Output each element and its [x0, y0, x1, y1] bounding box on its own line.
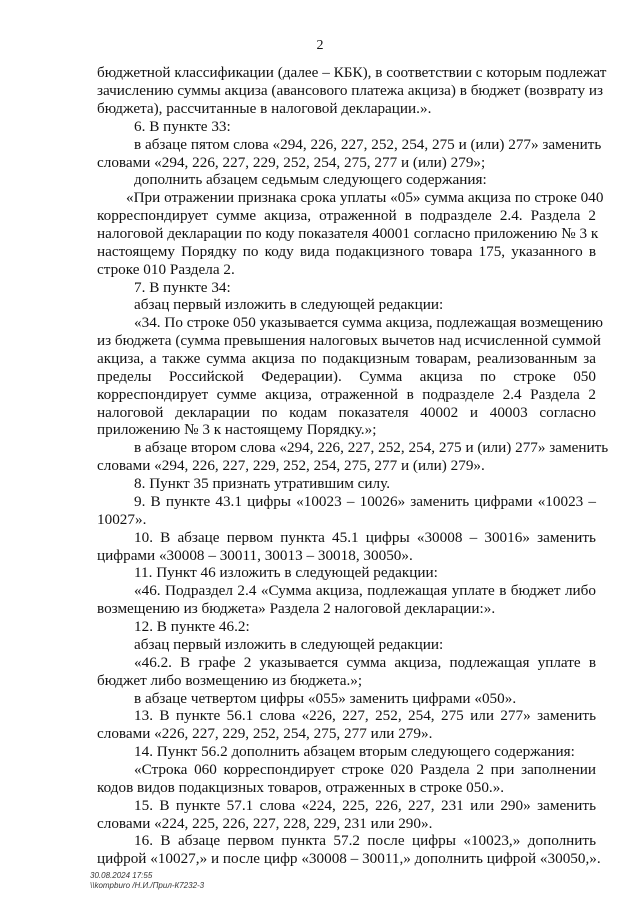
text-line: 10. В абзаце первом пункта 45.1 цифры «30008 – 30016» заменить	[134, 529, 596, 546]
text-line: абзац первый изложить в следующей редакции:	[134, 296, 444, 313]
text-line: 14. Пункт 56.2 дополнить абзацем вторым следующего содержания:	[134, 743, 575, 760]
text-line: налоговой декларации по кодам показателя 40002 и 40003 согласно	[97, 404, 596, 421]
text-line: словами «226, 227, 229, 252, 254, 275, 277 или 279».	[97, 725, 433, 742]
text-line: 9. В пункте 43.1 цифры «10023 – 10026» заменить цифрами «10023 –	[134, 493, 596, 510]
text-line: корреспондирует сумме акциза, отраженной в подразделе 2.4. Раздела 2	[97, 207, 596, 224]
text-line: из бюджета (сумма превышения налоговых вычетов над исчисленной суммой	[97, 332, 601, 349]
text-line: абзац первый изложить в следующей редакции:	[134, 636, 444, 653]
text-line: «46.2. В графе 2 указывается сумма акциза, подлежащая уплате в	[134, 654, 596, 671]
text-line: в абзаце втором слова «294, 226, 227, 252, 254, 275 и (или) 277» заменить	[134, 439, 609, 456]
text-line: словами «294, 226, 227, 229, 252, 254, 275, 277 и (или) 279»;	[97, 154, 486, 171]
text-line: дополнить абзацем седьмым следующего содержания:	[134, 171, 487, 188]
footer-doc-ref: \\kompburo /Н.И./Прил-К7232-3	[90, 881, 205, 890]
text-line: бюджета), рассчитанные в налоговой декларации.».	[97, 100, 432, 117]
text-line: бюджетной классификации (далее – КБК), в соответствии с которым подлежат	[97, 64, 607, 81]
text-line: зачислению суммы акциза (авансового платежа акциза) в бюджет (возврату из	[97, 82, 603, 99]
text-line: налоговой декларации по коду показателя 40001 согласно приложению № 3 к	[97, 225, 599, 242]
text-line: цифрами «30008 – 30011, 30013 – 30018, 30050».	[97, 547, 413, 564]
text-line: 11. Пункт 46 изложить в следующей редакции:	[134, 564, 438, 581]
text-line: словами «294, 226, 227, 229, 252, 254, 275, 277 и (или) 279».	[97, 457, 485, 474]
text-line: строке 010 Раздела 2.	[97, 261, 235, 278]
page-number: 2	[316, 38, 324, 53]
text-line: возмещению из бюджета» Раздела 2 налоговой декларации:».	[97, 600, 496, 617]
text-line: «Строка 060 корреспондирует строке 020 Раздела 2 при заполнении	[134, 761, 596, 778]
text-line: 8. Пункт 35 признать утратившим силу.	[134, 475, 390, 492]
text-line: бюджет либо возмещению из бюджета.»;	[97, 672, 363, 689]
text-line: 16. В абзаце первом пункта 57.2 после цифры «10023,» дополнить	[134, 832, 596, 849]
footer-timestamp: 30.08.2024 17:55	[90, 871, 153, 880]
text-line: 13. В пункте 56.1 слова «226, 227, 252, 254, 275 или 277» заменить	[134, 707, 596, 724]
text-line: кодов видов подакцизных товаров, отраженных в строке 050.».	[97, 779, 505, 796]
text-line: 6. В пункте 33:	[134, 118, 231, 135]
text-line: корреспондирует сумме акциза, отраженной в подразделе 2.4 Раздела 2	[97, 386, 596, 403]
text-line: «При отражении признака срока уплаты «05» сумма акциза по строке 040	[126, 189, 604, 206]
text-line: «34. По строке 050 указывается сумма акциза, подлежащая возмещению	[134, 314, 604, 331]
text-line: в абзаце четвертом цифры «055» заменить цифрами «050».	[134, 690, 517, 707]
text-line: приложению № 3 к настоящему Порядку.»;	[97, 421, 377, 438]
text-line: «46. Подраздел 2.4 «Сумма акциза, подлежащая уплате в бюджет либо	[134, 582, 596, 599]
text-line: пределы Российской Федерации). Сумма акциза по строке 050	[97, 368, 596, 385]
text-line: 15. В пункте 57.1 слова «224, 225, 226, 227, 231 или 290» заменить	[134, 797, 596, 814]
text-line: 12. В пункте 46.2:	[134, 618, 250, 635]
text-line: 7. В пункте 34:	[134, 279, 231, 296]
text-line: акциза, а также сумма акциза по подакцизным товарам, реализованным за	[97, 350, 596, 367]
text-line: настоящему Порядку по коду вида подакцизного товара 175, указанного в	[97, 243, 596, 260]
text-line: в абзаце пятом слова «294, 226, 227, 252, 254, 275 и (или) 277» заменить	[134, 136, 602, 153]
text-line: 10027».	[97, 511, 147, 528]
text-line: словами «224, 225, 226, 227, 228, 229, 231 или 290».	[97, 815, 433, 832]
text-line: цифрой «10027,» и после цифр «30008 – 30011,» дополнить цифрой «30050,».	[97, 850, 601, 867]
